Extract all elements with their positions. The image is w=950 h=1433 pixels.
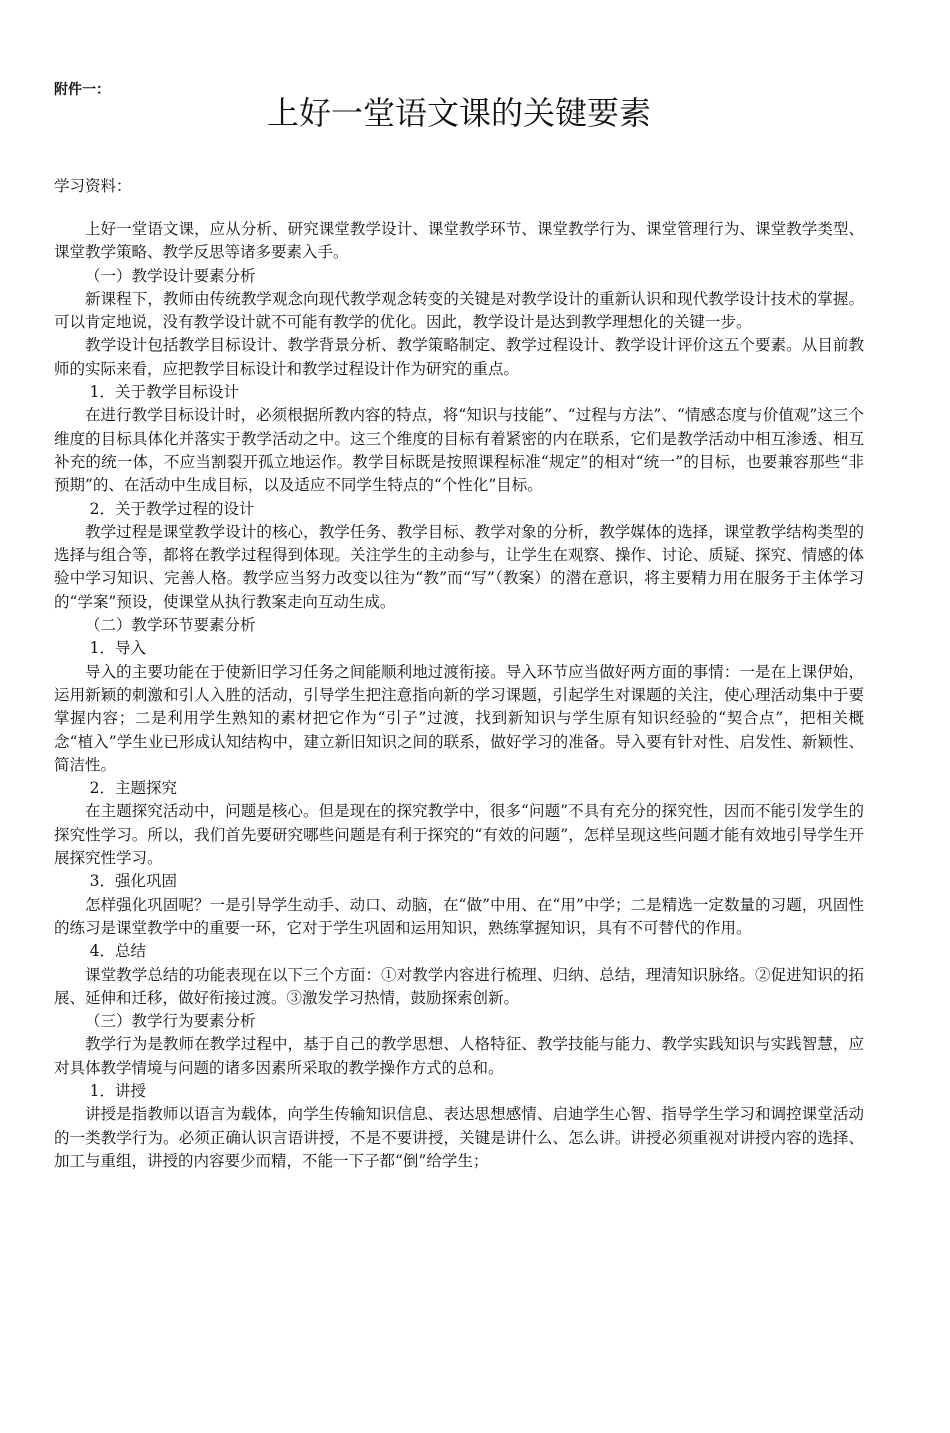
subsection-heading: 1．关于教学目标设计 <box>89 383 240 402</box>
body-paragraph: 导入的主要功能在于使新旧学习任务之间能顺利地过渡衔接。导入环节应当做好两方面的事情：一是在上课伊始，运用新颖的刺激和引人入胜的活动，引导学生把注意指向新的学习课题，引起学生对课题的关注，使心理活动集中于要掌握内容；二是利用学生熟知的素材把它作为“引子”过渡，找到新知识与学生原有知识经验的“契合点”，把相关概念“植入”学生业已形成认知结构中，建立新旧知识之间的联系，做好学习的准备。导入要有针对性、启发性、新颖性、简洁性。 <box>54 662 864 774</box>
document-title: 上好一堂语文课的关键要素 <box>266 94 651 132</box>
body-paragraph: 教学行为是教师在教学过程中，基于自己的教学思想、人格特征、教学技能与能力、教学实践知识与实践智慧，应对具体教学情境与问题的诸多因素所采取的教学操作方式的总和。 <box>54 1035 864 1077</box>
subsection-heading: 3．强化巩固 <box>89 872 178 891</box>
attachment-label: 附件一： <box>54 82 110 98</box>
body-paragraph: 在主题探究活动中，问题是核心。但是现在的探究教学中，很多“问题”不具有充分的探究性，因而不能引发学生的探究性学习。所以，我们首先要研究哪些问题是有利于探究的“有效的问题”，怎样呈现这些问题才能有效地引导学生开展探究性学习。 <box>54 802 864 868</box>
document-body <box>54 218 864 1173</box>
body-paragraph: 怎样强化巩固呢？一是引导学生动手、动口、动脑，在“做”中用、在“用”中学；二是精选一定数量的习题，巩固性的练习是课堂教学中的重要一环，它对于学生巩固和运用知识，熟练掌握知识，具有不可替代的作用。 <box>54 895 864 937</box>
subsection-heading: 4．总结 <box>89 942 147 961</box>
body-paragraph: 上好一堂语文课，应从分析、研究课堂教学设计、课堂教学环节、课堂教学行为、课堂管理行为、课堂教学类型、课堂教学策略、教学反思等诸多要素入手。 <box>54 220 864 262</box>
subsection-heading: 1．导入 <box>89 639 147 658</box>
study-materials-label: 学习资料： <box>54 177 132 195</box>
section-heading: （三）教学行为要素分析 <box>85 1012 256 1031</box>
section-heading: （二）教学环节要素分析 <box>85 616 256 635</box>
subsection-heading: 1．讲授 <box>89 1081 147 1100</box>
body-paragraph: 在进行教学目标设计时，必须根据所教内容的特点，将“知识与技能”、“过程与方法”、“情感态度与价值观”这三个维度的目标具体化并落实于教学活动之中。这三个维度的目标有着紧密的内在联系，它们是教学活动中相互渗透、相互补充的统一体，不应当割裂开孤立地运作。教学目标既是按照课程标准“规定”的相对“统一”的目标，也要兼容那些“非预期”的、在活动中生成目标，以及适应不同学生特点的“个性化”目标。 <box>54 406 864 495</box>
subsection-heading: 2．关于教学过程的设计 <box>89 499 255 518</box>
body-paragraph: 讲授是指教师以语言为载体，向学生传输知识信息、表达思想感情、启迪学生心智、指导学生学习和调控课堂活动的一类教学行为。必须正确认识言语讲授，不是不要讲授，关键是讲什么、怎么讲。讲授必须重视对讲授内容的选择、加工与重组，讲授的内容要少而精，不能一下子都“倒”给学生； <box>54 1105 864 1170</box>
section-heading: （一）教学设计要素分析 <box>85 266 256 285</box>
body-paragraph: 教学设计包括教学目标设计、教学背景分析、教学策略制定、教学过程设计、教学设计评价这五个要素。从目前教师的实际来看，应把教学目标设计和教学过程设计作为研究的重点。 <box>54 336 864 378</box>
body-paragraph: 新课程下，教师由传统教学观念向现代教学观念转变的关键是对教学设计的重新认识和现代教学设计技术的掌握。可以肯定地说，没有教学设计就不可能有教学的优化。因此，教学设计是达到教学理想化的关键一步。 <box>54 289 864 332</box>
body-paragraph: 课堂教学总结的功能表现在以下三个方面：①对教学内容进行梳理、归纳、总结，理清知识脉络。②促进知识的拓展、延伸和迁移，做好衔接过渡。③激发学习热情，鼓励探索创新。 <box>54 965 864 1007</box>
subsection-heading: 2．主题探究 <box>89 779 178 798</box>
body-paragraph: 教学过程是课堂教学设计的核心，教学任务、教学目标、教学对象的分析，教学媒体的选择，课堂教学结构类型的选择与组合等，都将在教学过程得到体现。关注学生的主动参与，让学生在观察、操作、讨论、质疑、探究、情感的体验中学习知识、完善人格。教学应当努力改变以往为“教”而“写”（教案）的潜在意识，将主要精力用在服务于主体学习的“学案”预设，使课堂从执行教案走向互动生成。 <box>54 522 864 611</box>
